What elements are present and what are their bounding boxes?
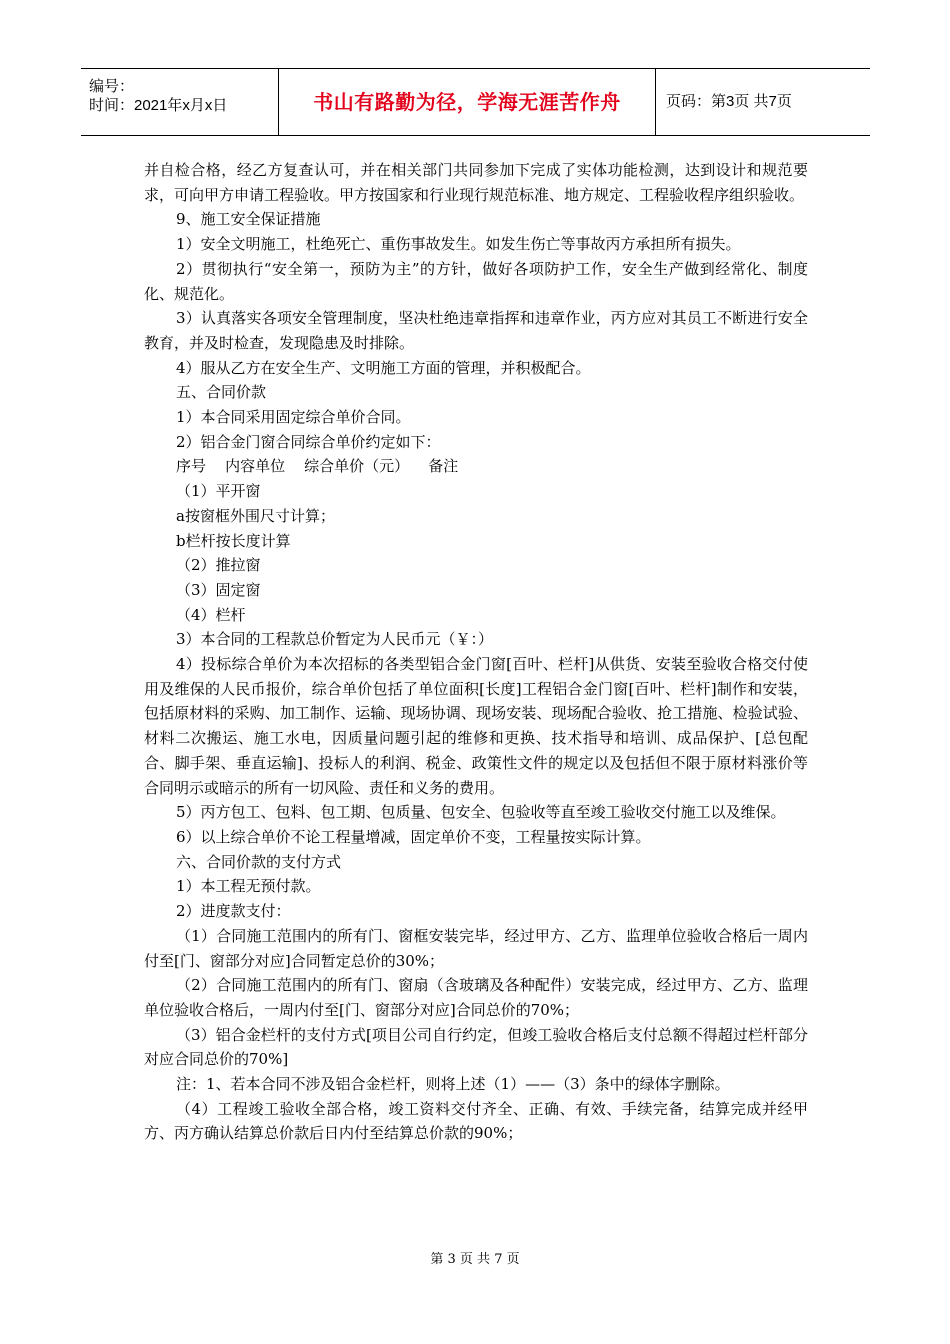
paragraph: （3）铝合金栏杆的支付方式[项目公司自行约定，但竣工验收合格后支付总额不得超过栏杆部分对应合同总价的70%]: [144, 1025, 808, 1069]
paragraph: （4）栏杆: [176, 605, 246, 624]
paragraph: 2）进度款支付：: [176, 902, 291, 921]
paragraph: 并自检合格，经乙方复查认可，并在相关部门共同参加下完成了实体功能检测，达到设计和规范要求，可向甲方申请工程验收。甲方按国家和行业现行规范标准、地方规定、工程验收程序组织验收。: [144, 161, 808, 204]
page-header: [81, 68, 870, 136]
paragraph: 6）以上综合单价不论工程量增减，固定单价不变，工程量按实际计算。: [176, 827, 651, 846]
paragraph: 3）认真落实各项安全管理制度，坚决杜绝违章指挥和违章作业，丙方应对其员工不断进行安全教育，并及时检查，发现隐患及时排除。: [144, 309, 808, 352]
header-motto: 书山有路勤为径，学海无涯苦作舟: [279, 69, 656, 135]
page-footer: 第 3 页 共 7 页: [430, 1252, 520, 1267]
paragraph: （4）工程竣工验收全部合格，竣工资料交付齐全、正确、有效、手续完备，结算完成并经甲方、丙方确认结算总价款后日内付至结算总价款的90%；: [144, 1099, 808, 1143]
paragraph: b栏杆按长度计算: [176, 531, 291, 550]
paragraph: （1）合同施工范围内的所有门、窗框安装完毕，经过甲方、乙方、监理单位验收合格后一周内付至[门、窗部分对应]合同暂定总价的30%；: [144, 926, 808, 970]
paragraph: 1）本合同采用固定综合单价合同。: [176, 408, 411, 427]
paragraph: 9、施工安全保证措施: [176, 210, 321, 229]
paragraph: a按窗框外围尺寸计算；: [176, 506, 335, 525]
paragraph: 4）服从乙方在安全生产、文明施工方面的管理，并积极配合。: [176, 358, 591, 377]
paragraph: （1）平开窗: [176, 482, 261, 501]
document-code: 编号：: [89, 78, 135, 95]
header-page-number: 页码：第3页 共7页: [666, 93, 792, 110]
paragraph: （2）推拉窗: [176, 556, 261, 575]
paragraph: 2）贯彻执行“安全第一，预防为主”的方针，做好各项防护工作，安全生产做到经常化、制度化、规范化。: [144, 259, 808, 303]
paragraph: （2）合同施工范围内的所有门、窗扇（含玻璃及各种配件）安装完成，经过甲方、乙方、监理单位验收合格后，一周内付至[门、窗部分对应]合同总价的70%；: [144, 976, 808, 1019]
paragraph: 1）安全文明施工，杜绝死亡、重伤事故发生。如发生伤亡等事故丙方承担所有损失。: [176, 235, 741, 254]
paragraph: 五、合同价款: [176, 383, 267, 402]
document-body: [144, 158, 808, 1146]
document-date: 时间：2021年x月x日: [89, 97, 228, 114]
header-meta: [81, 69, 279, 135]
paragraph: 4）投标综合单价为本次招标的各类型铝合金门窗[百叶、栏杆]从供货、安装至验收合格交付使用及维保的人民币报价，综合单价包括了单位面积[长度]工程铝合金门窗[百叶、栏杆]制作和安装，包括原材料的采购、加工制作、运输、现场协调、现场安装、现场配合验收、抢工措施、检验试验、材料二次搬运、施工水电，因质量问题引起的维修和更换、技术指导和培训、成品保护、[总包配合、脚手架、垂直运输]、投标人的利润、税金、政策性文件的规定以及包括但不限于原材料涨价等合同明示或暗示的所有一切风险、责任和义务的费用。: [144, 655, 808, 797]
price-table-header: 序号 内容单位 综合单价（元） 备注: [176, 457, 459, 476]
paragraph: （3）固定窗: [176, 580, 261, 599]
paragraph: 注：1、若本合同不涉及铝合金栏杆，则将上述（1）——（3）条中的绿体字删除。: [176, 1075, 730, 1094]
paragraph: 2）铝合金门窗合同综合单价约定如下：: [176, 432, 441, 451]
paragraph: 3）本合同的工程款总价暂定为人民币元（￥：）: [176, 630, 494, 649]
paragraph: 六、合同价款的支付方式: [176, 852, 342, 871]
paragraph: 1）本工程无预付款。: [176, 877, 321, 896]
paragraph: 5）丙方包工、包料、包工期、包质量、包安全、包验收等直至竣工验收交付施工以及维保。: [176, 803, 786, 822]
